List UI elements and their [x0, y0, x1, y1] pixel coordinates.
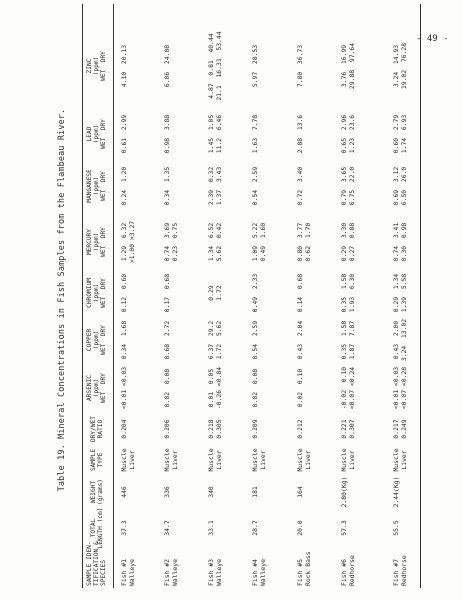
cell-weight: 340	[207, 486, 215, 498]
cell-sample-id: Fish #3 Walleye	[207, 559, 223, 586]
table-bottom-rule	[420, 4, 421, 588]
cell-mercury: 1.34 6.52 5.62 0.42	[207, 222, 223, 262]
cell-ratio: 0.217 0.249	[392, 419, 408, 439]
cell-type: Muscle Liver	[340, 448, 356, 472]
cell-lead: 2.88 13.6	[296, 114, 304, 154]
cell-copper: 0.54 2.59	[251, 320, 259, 360]
cell-manganese: 0.54 2.59	[251, 166, 259, 206]
cell-length: 33.1	[207, 520, 215, 536]
cell-mercury: 1.29 6.32 >1.00 >3.27	[120, 220, 136, 264]
cell-length: 28.7	[251, 520, 259, 536]
cell-type: Muscle Liver	[163, 448, 179, 472]
cell-lead: 0.61 2.99	[120, 114, 128, 154]
cell-sample-id: Fish #7 Redhorse	[392, 555, 408, 586]
cell-mercury: 0.74 3.69 0.23 0.75	[163, 222, 179, 262]
cell-type: Muscle Liver	[207, 448, 223, 472]
cell-type: Muscle Liver	[251, 448, 267, 472]
cell-zinc: 7.80 36.73	[296, 44, 304, 88]
cell-lead: 0.60 2.79 1.74 6.93	[392, 114, 408, 154]
cell-lead: 1.63 7.78	[251, 114, 259, 154]
cell-type: Muscle Liver	[296, 448, 312, 472]
cell-copper: 0.68 2.72	[163, 320, 171, 360]
cell-lead: 0.98 3.88	[163, 114, 171, 154]
cell-weight: 2.44(Kg)	[392, 476, 400, 508]
header-type: SAMPLE TYPE	[90, 448, 104, 472]
cell-weight: 181	[251, 486, 259, 498]
cell-chromium: 0.12 0.60	[120, 273, 128, 313]
cell-ratio: 0.212	[296, 419, 304, 439]
cell-arsenic: -0.02 0.10 <0.07 <0.24	[340, 366, 356, 410]
cell-ratio: 0.221 0.307	[340, 419, 356, 439]
header-manganese: MANGANESE (ppm) WET DRY	[86, 169, 107, 203]
cell-weight: 336	[163, 486, 171, 498]
header-lead: LEAD (ppm) WET DRY	[86, 119, 107, 149]
cell-sample-id: Fish #5 Rock Bass	[296, 551, 312, 586]
cell-length: 34.7	[163, 520, 171, 536]
cell-weight: 164	[296, 486, 304, 498]
header-arsenic: ARSENIC (ppm) WET DRY	[86, 373, 107, 403]
cell-manganese: 0.72 3.40	[296, 166, 304, 206]
cell-chromium: 0.49 2.33	[251, 273, 259, 313]
header-ratio: DRY/WET RATIO	[90, 415, 104, 443]
cell-arsenic: 0.02 0.10	[296, 368, 304, 408]
cell-manganese: 0.24 1.20	[120, 166, 128, 206]
cell-sample-id: Fish #1 Walleye	[120, 559, 136, 586]
cell-lead: 1.45 1.05 11.2 6.46	[207, 114, 223, 154]
cell-manganese: 0.69 3.12 6.50 26.0	[392, 166, 408, 206]
cell-chromium: 0.29 1.72	[207, 285, 223, 301]
cell-mercury: 0.29 3.30 0.27 0.88	[340, 222, 356, 262]
cell-length: 55.5	[392, 520, 400, 536]
header-zinc: ZINC (ppm) WET DRY	[86, 51, 107, 81]
cell-zinc: 5.97 28.53	[251, 44, 259, 88]
cell-sample-id: Fish #4 Walleye	[251, 559, 267, 586]
cell-length: 37.3	[120, 520, 128, 536]
cell-ratio: 0.206	[163, 419, 171, 439]
cell-chromium: 0.29 1.34 1.39 5.58	[392, 273, 408, 313]
cell-copper: 6.37 29.2 1.72 5.62	[207, 320, 223, 360]
cell-zinc: 3.24 14.93 19.02 76.28	[392, 42, 408, 90]
cell-chromium: 0.35 1.58 1.93 6.30	[340, 273, 356, 313]
cell-type: Muscle Liver	[120, 448, 136, 472]
cell-zinc: 6.06 24.08	[163, 44, 171, 88]
cell-sample-id: Fish #2 Walleye	[163, 559, 179, 586]
cell-copper: 0.34 1.68	[120, 320, 128, 360]
cell-ratio: 0.218 0.305	[207, 419, 223, 439]
cell-arsenic: <0.01 <0.03 <0.07 <0.28	[392, 366, 408, 410]
header-mercury: MERCURY (ppm) WET DRY	[86, 227, 107, 257]
table-top-rule	[82, 4, 83, 588]
cell-mercury: 1.09 5.22 0.49 1.60	[251, 222, 267, 262]
cell-arsenic: 0.02 0.08	[251, 368, 259, 408]
cell-manganese: 0.34 1.35	[163, 166, 171, 206]
cell-zinc: 4.87 0.81 40.44 21.1 16.31 53.44	[207, 31, 223, 101]
header-chromium: CHROMIUM (ppm) WET DRY	[86, 278, 107, 308]
cell-manganese: 2.39 0.32 1.37 3.43	[207, 166, 223, 206]
cell-type: Muscle Liver	[392, 448, 408, 472]
cell-lead: 0.65 2.96 1.23 23.6	[340, 114, 356, 154]
page-number: - 49 -	[416, 34, 449, 44]
cell-arsenic: 0.01 0.05 -0.26 <0.84	[207, 366, 223, 410]
cell-mercury: 0.80 3.77 0.62 1.70	[296, 222, 312, 262]
cell-ratio: 0.204	[120, 419, 128, 439]
cell-arsenic: <0.01 <0.03	[120, 366, 128, 410]
cell-mercury: 0.74 3.41 0.30 0.98	[392, 222, 408, 262]
cell-zinc: 3.76 16.99 29.88 97.64	[340, 42, 356, 90]
cell-copper: 0.35 1.58 1.87 7.87	[340, 320, 356, 360]
table-header-rule	[113, 4, 114, 588]
cell-sample-id: Fish #6 Redhorse	[340, 555, 356, 586]
header-length: TOTAL LENGTH (cm)	[90, 507, 104, 549]
cell-ratio: 0.209	[251, 419, 259, 439]
cell-copper: 0.43 2.00 3.24 13.02	[392, 318, 408, 362]
cell-length: 57.3	[340, 520, 348, 536]
header-sample: SAMPLE IDEN- TIFICATION & SPECIES	[86, 541, 107, 586]
cell-weight: 2.80(Kg)	[340, 476, 348, 508]
cell-length: 20.0	[296, 520, 304, 536]
cell-weight: 446	[120, 486, 128, 498]
header-copper: COPPER (ppm) WET DRY	[86, 325, 107, 355]
cell-manganese: 0.79 3.65 6.75 22.0	[340, 166, 356, 206]
cell-zinc: 4.10 20.13	[120, 44, 128, 88]
cell-chromium: 0.14 0.68	[296, 273, 304, 313]
cell-copper: 0.43 2.04	[296, 320, 304, 360]
cell-arsenic: 0.02 0.08	[163, 368, 171, 408]
header-weight: WEIGHT (grams)	[90, 478, 104, 506]
cell-chromium: 0.17 0.68	[163, 273, 171, 313]
table-caption: Table 19. Mineral Concentrations in Fish Samples from the Flambeau River.	[56, 108, 66, 492]
